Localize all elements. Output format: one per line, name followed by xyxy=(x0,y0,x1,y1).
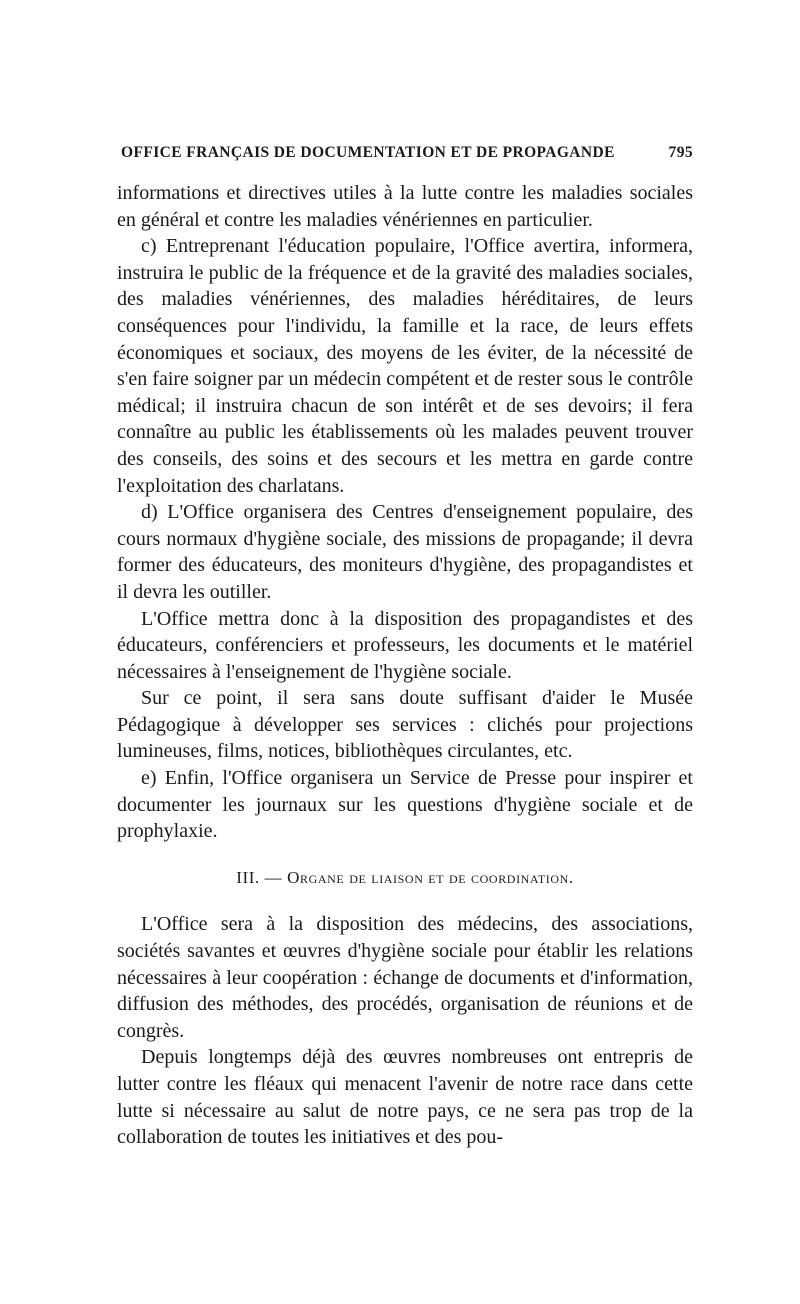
paragraph-3: d) L'Office organisera des Centres d'enseignement populaire, des cours normaux d'hygiène sociale, des missions de propagande; il devra former des éducateurs, des moniteurs d'hygiène, des propagandistes et il devra les outiller. xyxy=(117,501,693,603)
page-number: 795 xyxy=(668,144,693,161)
section-heading xyxy=(117,865,693,892)
paragraph-5: Sur ce point, il sera sans doute suffisant d'aider le Musée Pédagogique à développer ses services : clichés pour projections lumineuses, films, notices, bibliothèques circulantes, etc. xyxy=(117,687,693,763)
paragraph-1: informations et directives utiles à la lutte contre les maladies sociales en général et contre les maladies vénériennes en particulier. xyxy=(117,182,693,231)
paragraph-2: c) Entreprenant l'éducation populaire, l'Office avertira, informera, instruira le public de la fréquence et de la gravité des maladies sociales, des maladies vénériennes, des maladies héréditaires, de leurs conséquences pour l'individu, la famille et la race, de leurs effets économiques et sociaux, des moyens de les éviter, de la nécessité de s'en faire soigner par un médecin compétent et de rester sous le contrôle médical; il instruira chacun de son intérêt et de ses devoirs; il fera connaître au public les établissements où les malades peuvent trouver des conseils, des soins et des secours et les mettra en garde contre l'exploitation des charlatans. xyxy=(117,235,693,497)
paragraph-4: L'Office mettra donc à la disposition des propagandistes et des éducateurs, conférenciers et professeurs, les documents et le matériel nécessaires à l'enseignement de l'hygiène sociale. xyxy=(117,607,693,683)
paragraph-7: L'Office sera à la disposition des médecins, des associations, sociétés savantes et œuvres d'hygiène sociale pour établir les relations nécessaires à leur coopération : échange de documents et d'information, diffusion des méthodes, des procédés, organisation de réunions et de congrès. xyxy=(117,913,693,1042)
body-text xyxy=(117,180,693,1151)
section-numeral: III. — xyxy=(236,867,283,887)
paragraph-8: Depuis longtemps déjà des œuvres nombreuses ont entrepris de lutter contre les fléaux qui menacent l'avenir de notre race dans cette lutte si nécessaire au salut de notre pays, ce ne sera pas trop de la collaboration de toutes les initiatives et des pou- xyxy=(117,1046,693,1149)
running-header xyxy=(121,144,693,162)
running-title: OFFICE FRANÇAIS DE DOCUMENTATION ET DE PROPAGANDE xyxy=(121,144,615,161)
section-title: Organe de liaison et de coordination. xyxy=(287,867,574,887)
paragraph-6: e) Enfin, l'Office organisera un Service de Presse pour inspirer et documenter les journaux sur les questions d'hygiène sociale et de prophylaxie. xyxy=(117,767,693,843)
